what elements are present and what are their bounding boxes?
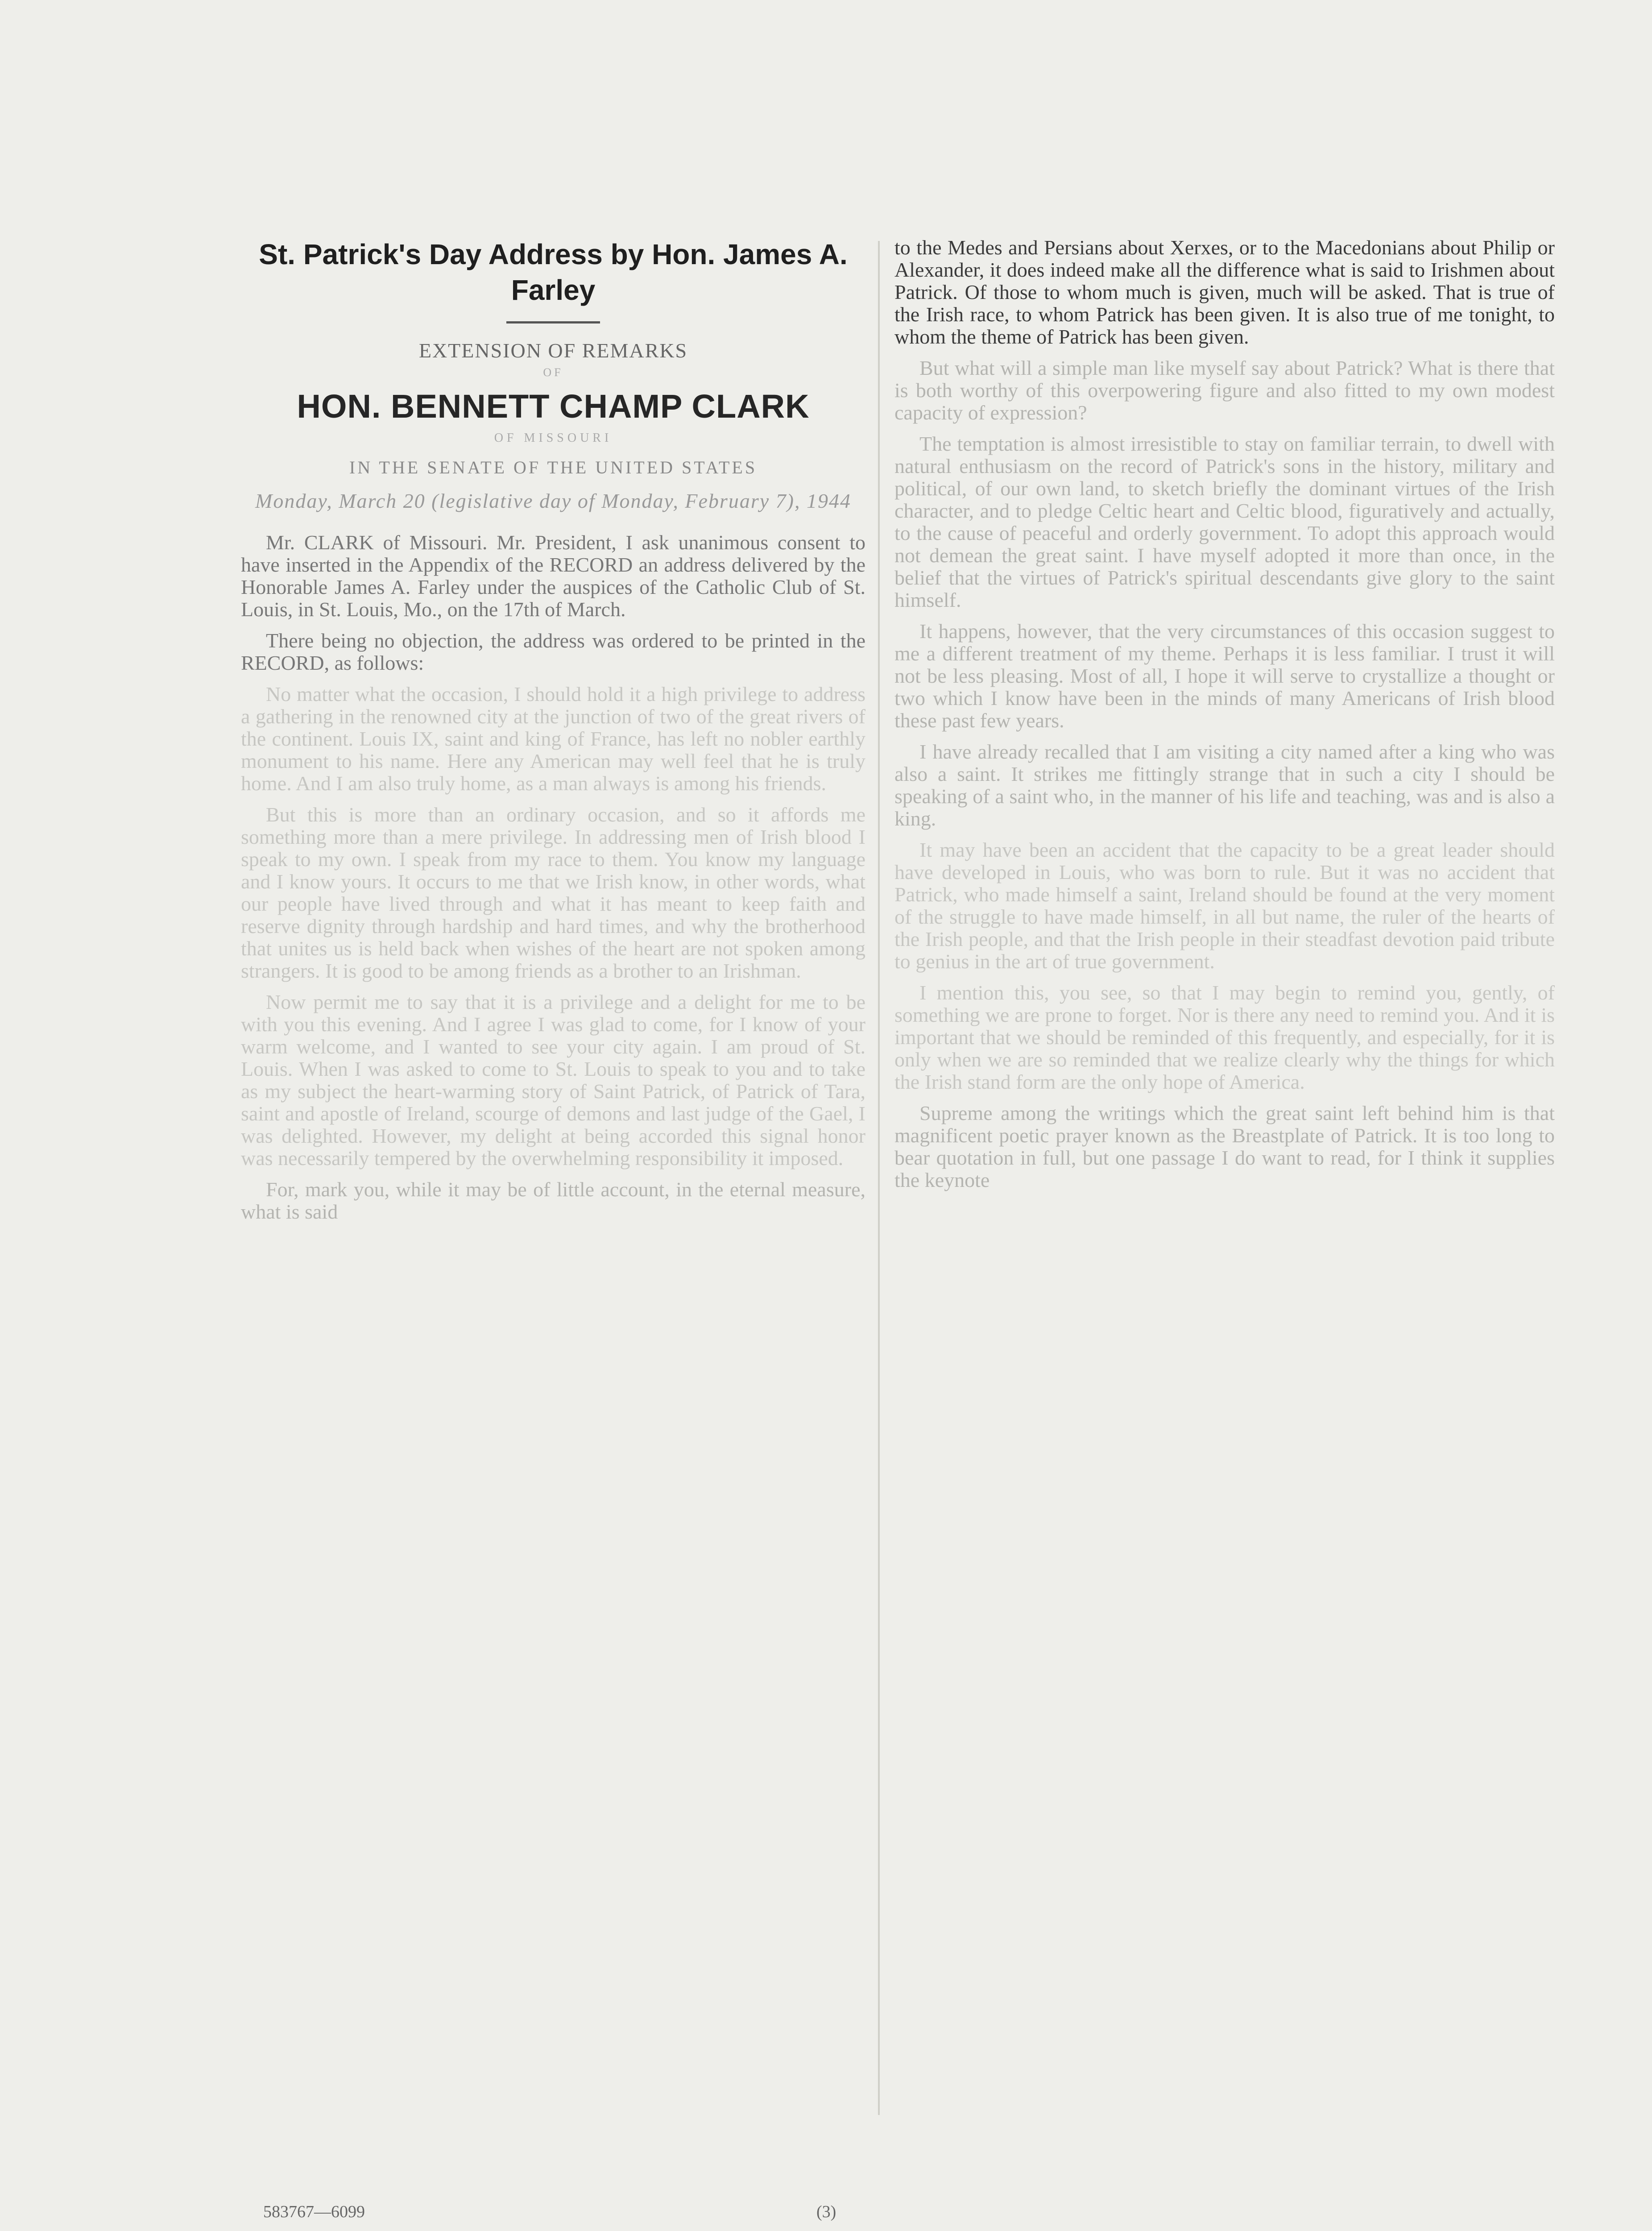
of-label: OF — [543, 366, 563, 379]
paragraph: I mention this, you see, so that I may begin to remind you, gently, of something we are prone to forget. Nor is there any need to remind you. And it is important that we should be reminded of this frequently, and especially, for it is only when we are so reminded that we realize clearly why the things for which the Irish stand form are the only hope of America. — [894, 981, 1555, 1093]
paragraph: Now permit me to say that it is a privilege and a delight for me to be with you this evening. And I agree I was glad to come, for I know of your warm welcome, and I wanted to see your city again. I am proud of St. Louis. When I was asked to come to St. Louis to speak to you and to take as my subject the heart-warming story of Saint Patrick, of Patrick of Tara, saint and apostle of Ireland, scourge of demons and last judge of the Gael, I was delighted. However, my delight at being accorded this signal honor was necessarily tempered by the overwhelming responsibility it imposed. — [241, 991, 865, 1169]
right-column — [894, 236, 1555, 1200]
extension-heading: EXTENSION OF REMARKS — [418, 339, 688, 362]
paragraph: There being no objection, the address was ordered to be printed in the RECORD, as follows: — [241, 629, 865, 674]
paragraph: But this is more than an ordinary occasion, and so it affords me something more than a mere privilege. In addressing men of Irish blood I speak to my own. I speak from my race to them. You know my language and I know yours. It occurs to me that we Irish know, in other words, what our people have lived through and what it has meant to keep faith and reserve dignity through hardship and hard times, and why the brotherhood that unites us is held back when wishes of the heart are not spoken among strangers. It is good to be among friends as a brother to an Irishman. — [241, 803, 865, 982]
paragraph: It may have been an accident that the capacity to be a great leader should have developed in Louis, who was born to rule. But it was no accident that Patrick, who made himself a saint, Ireland should be found at the very moment of the struggle to have made himself, in all but name, the ruler of the hearts of the Irish people, and that the Irish people in their steadfast devotion paid tribute to genius in the art of true government. — [894, 838, 1555, 973]
page-number: (3) — [816, 2202, 836, 2221]
member-name: HON. BENNETT CHAMP CLARK — [297, 388, 810, 425]
paragraph: Supreme among the writings which the great saint left behind him is that magnificent poetic prayer known as the Breastplate of Patrick. It is too long to bear quotation in full, but one passage I do want to read, for I think it supplies the keynote — [894, 1102, 1555, 1191]
paragraph: For, mark you, while it may be of little account, in the eternal measure, what is said — [241, 1178, 865, 1223]
paragraph: Mr. CLARK of Missouri. Mr. President, I ask unanimous consent to have inserted in the Appendix of the RECORD an address delivered by the Honorable James A. Farley under the auspices of the Catholic Club of St. Louis, in St. Louis, Mo., on the 17th of March. — [241, 531, 865, 621]
paragraph: I have already recalled that I am visiting a city named after a king who was also a saint. It strikes me fittingly strange that in such a city I should be speaking of a saint who, in the manner of his life and teaching, was and is also a king. — [894, 740, 1555, 830]
member-state: OF MISSOURI — [494, 431, 613, 445]
left-column — [241, 236, 865, 1232]
paragraph: It happens, however, that the very circumstances of this occasion suggest to me a different treatment of my theme. Perhaps it is less familiar. I trust it will not be less pleasing. Most of all, I hope it will serve to crystallize a thought or two which I know have been in the minds of many Americans of Irish blood these past few years. — [894, 620, 1555, 732]
paragraph: No matter what the occasion, I should hold it a high privilege to address a gathering in the renowned city at the junction of two of the great rivers of the continent. Louis IX, saint and king of France, has left no nobler earthly monument to his name. Here any American may well feel that he is truly home. And I am also truly home, as a man always is among his friends. — [241, 683, 865, 795]
title-divider — [506, 321, 600, 323]
paragraph: But what will a simple man like myself say about Patrick? What is there that is both worthy of this overpowering figure and also fitted to my own modest capacity of expression? — [894, 357, 1555, 424]
document-title: St. Patrick's Day Address by Hon. James A. Farley — [259, 238, 848, 306]
chamber-line: IN THE SENATE OF THE UNITED STATES — [349, 457, 758, 477]
column-divider — [878, 241, 880, 2115]
paragraph: The temptation is almost irresistible to stay on familiar terrain, to dwell with natural enthusiasm on the record of Patrick's sons in the history, military and political, of our own land, to sketch briefly the dominant virtues of the Irish character, and to pledge Celtic heart and Celtic blood, figuratively and actually, to the cause of peaceful and orderly government. To adopt this approach would not demean the great saint. I have myself adopted it more than once, in the belief that the virtues of Patrick's spiritual descendants give glory to the saint himself. — [894, 432, 1555, 611]
session-date: Monday, March 20 (legislative day of Monday, February 7), 1944 — [255, 489, 851, 512]
paragraph: to the Medes and Persians about Xerxes, or to the Macedonians about Philip or Alexander, it does indeed make all the difference what is said to Irishmen about Patrick. Of those to whom much is given, much will be asked. That is true of the Irish race, to whom Patrick has been given. It is also true of me tonight, to whom the theme of Patrick has been given. — [894, 236, 1555, 348]
footer-print-code: 583767—6099 — [263, 2202, 365, 2221]
